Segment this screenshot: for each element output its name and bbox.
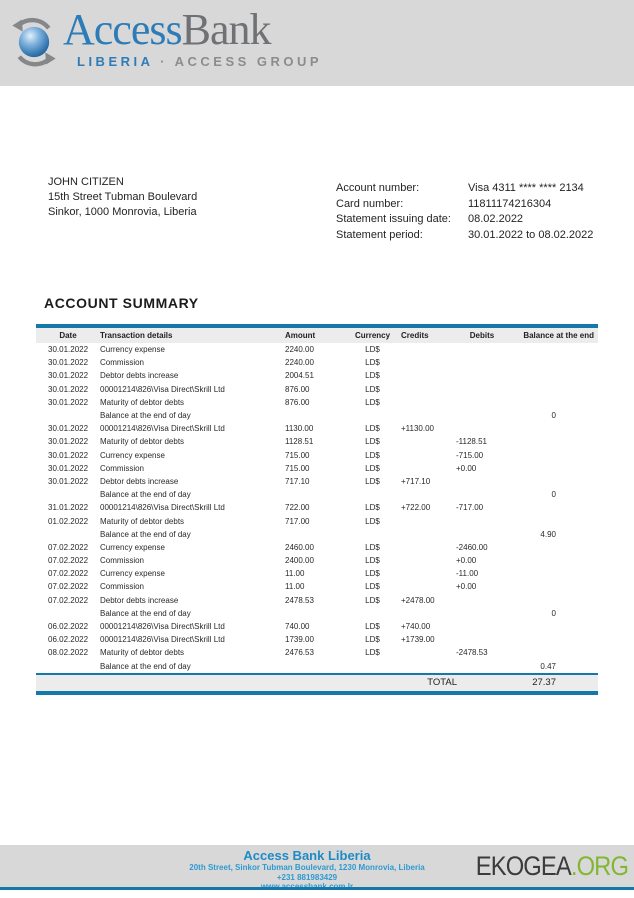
header-band xyxy=(0,0,634,86)
transaction-row: 30.01.2022 Maturity of debtor debts 1128.51 LD$ -1128.51 xyxy=(48,437,487,447)
transaction-row: 31.01.2022 00001214\826\Visa Direct\Skrill Ltd 722.00 LD$ +722.00 -717.00 xyxy=(48,503,484,513)
globe-icon xyxy=(8,10,60,74)
section-title: ACCOUNT SUMMARY xyxy=(44,295,199,311)
accessbank-logo xyxy=(8,6,322,74)
transaction-row: 30.01.2022 Commission 2240.00 LD$ xyxy=(48,358,380,368)
transaction-row: 07.02.2022 Currency expense 11.00 LD$ -11.00 xyxy=(48,569,479,579)
card-number-row: Card number: 11811174216304 xyxy=(336,197,593,213)
summary-table xyxy=(36,324,598,695)
transaction-row: 30.01.2022 Maturity of debtor debts 876.00 LD$ xyxy=(48,397,380,407)
total-value: 27.37 xyxy=(532,677,556,689)
table-bottom-bar xyxy=(36,691,598,695)
transaction-row: 30.01.2022 00001214\826\Visa Direct\Skrill Ltd 1130.00 LD$ +1130.00 xyxy=(48,424,434,434)
footer-phone: +231 881983429 xyxy=(276,872,338,882)
footer-address: 20th Street, Sinkor Tubman Boulevard, 1230 Monrovia, Liberia xyxy=(189,863,425,872)
transaction-row: 30.01.2022 Currency expense 2240.00 LD$ xyxy=(48,345,380,355)
transaction-row: 07.02.2022 Currency expense 2460.00 LD$ -2460.00 xyxy=(48,542,488,552)
column-header-date: Date xyxy=(36,328,100,343)
transaction-row: 06.02.2022 00001214\826\Visa Direct\Skrill Ltd 1739.00 LD$ +1739.00 xyxy=(48,635,435,645)
transaction-row: 30.01.2022 Debtor debts increase 2004.51 LD$ xyxy=(48,371,380,381)
column-header-details: Transaction details xyxy=(100,328,285,343)
column-header-debits: Debits xyxy=(452,328,512,343)
ekogea-watermark: EKOGEA.ORG xyxy=(475,851,628,881)
column-header-balance: Balance at the end xyxy=(512,328,598,343)
transaction-row: 01.02.2022 Maturity of debtor debts 717.00 LD$ xyxy=(48,516,380,526)
summary-table-header-row xyxy=(36,328,598,343)
total-label: TOTAL xyxy=(427,677,457,689)
column-header-currency: Currency xyxy=(350,328,395,343)
brand-name xyxy=(63,6,322,54)
transaction-row: 07.02.2022 Commission 2400.00 LD$ +0.00 xyxy=(48,556,477,566)
transaction-row: 08.02.2022 Maturity of debtor debts 2476.53 LD$ -2478.53 xyxy=(48,648,488,658)
issuing-date-row: Statement issuing date: 08.02.2022 xyxy=(336,212,593,228)
issuing-date-value: 08.02.2022 xyxy=(468,213,524,225)
transaction-row: 07.02.2022 Commission 11.00 LD$ +0.00 xyxy=(48,582,477,592)
transaction-row: 07.02.2022 Debtor debts increase 2478.53 LD$ +2478.00 xyxy=(48,595,435,605)
total-row xyxy=(36,675,598,691)
card-number-value: 11811174216304 xyxy=(468,197,552,210)
customer-address-line1: 15th Street Tubman Boulevard xyxy=(48,191,198,203)
account-number-value: Visa 4311 **** **** 2134 xyxy=(468,182,584,194)
transaction-row: Balance at the end of day 0 xyxy=(100,411,556,421)
column-header-credits: Credits xyxy=(395,328,452,343)
transaction-row: Balance at the end of day 0 xyxy=(100,608,556,618)
brand-tagline: LIBERIA · ACCESS GROUP xyxy=(77,54,323,69)
account-info-block xyxy=(336,181,593,243)
customer-address-block xyxy=(48,175,197,220)
summary-table-body xyxy=(36,343,598,673)
footer-accent-line xyxy=(0,887,634,890)
logo-text xyxy=(63,6,322,69)
transaction-row: Balance at the end of day 0 xyxy=(100,490,556,500)
statement-period-value: 30.01.2022 to 08.02.2022 xyxy=(468,228,594,241)
brand-name-access: Access xyxy=(63,5,182,54)
transactions-table xyxy=(36,328,598,673)
transaction-row: 30.01.2022 Debtor debts increase 717.10 LD$ +717.10 xyxy=(48,476,431,486)
transaction-row: 06.02.2022 00001214\826\Visa Direct\Skrill Ltd 740.00 LD$ +740.00 xyxy=(48,622,431,632)
column-header-amount: Amount xyxy=(285,328,350,343)
transaction-row: Balance at the end of day 0.47 xyxy=(100,661,556,671)
brand-name-bank: Bank xyxy=(181,5,271,54)
account-number-row: Account number: Visa 4311 **** **** 2134 xyxy=(336,181,593,197)
transaction-row: 30.01.2022 Commission 715.00 LD$ +0.00 xyxy=(48,463,477,473)
transaction-row: 30.01.2022 Currency expense 715.00 LD$ -715.00 xyxy=(48,450,484,460)
transaction-row: 30.01.2022 00001214\826\Visa Direct\Skrill Ltd 876.00 LD$ xyxy=(48,384,380,394)
transaction-row: Balance at the end of day 4.90 xyxy=(100,529,556,539)
customer-address-line2: Sinkor, 1000 Monrovia, Liberia xyxy=(48,206,197,218)
statement-period-row: Statement period: 30.01.2022 to 08.02.2022 xyxy=(336,228,593,244)
footer-bank-name: Access Bank Liberia xyxy=(243,848,371,863)
customer-name: JOHN CITIZEN xyxy=(48,176,124,188)
